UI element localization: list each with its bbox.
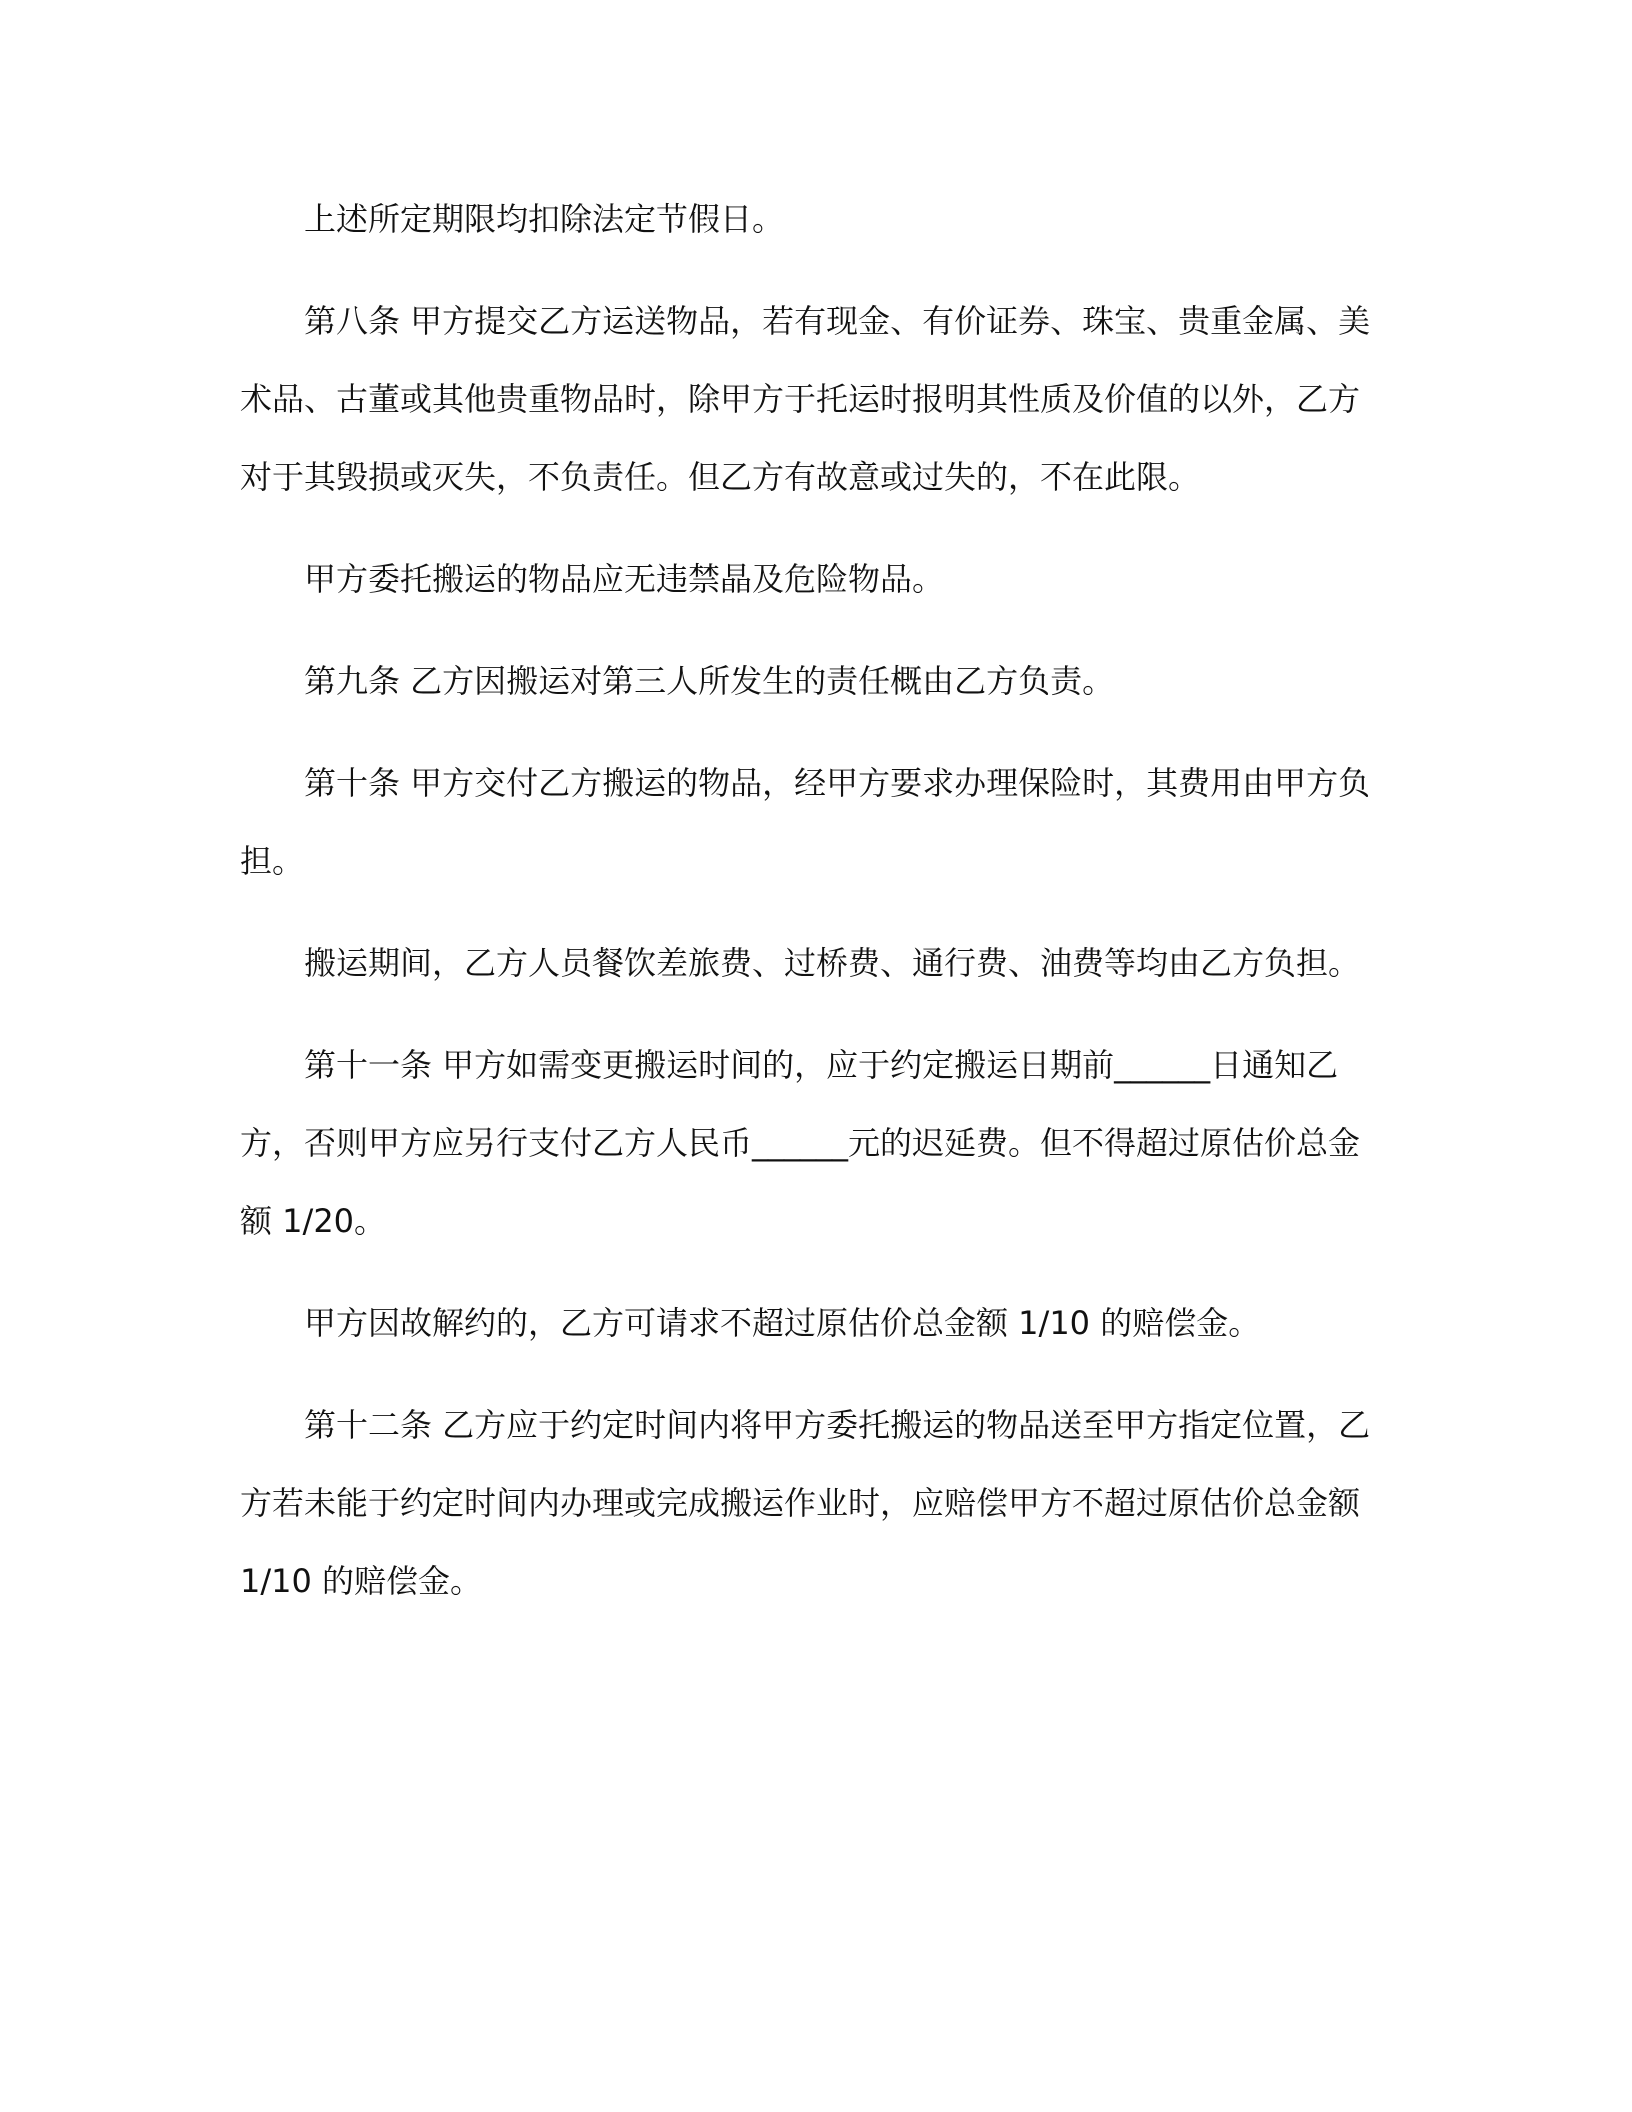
paragraph-article-12: 第十二条 乙方应于约定时间内将甲方委托搬运的物品送至甲方指定位置，乙方若未能于约定时间内办理或完成搬运作业时，应赔偿甲方不超过原估价总金额 1/10 的赔偿金。 [240,1406,1371,1600]
paragraph-prohibited-items: 甲方委托搬运的物品应无违禁晶及危险物品。 [304,560,945,598]
paragraph-travel-expenses: 搬运期间，乙方人员餐饮差旅费、过桥费、通行费、油费等均由乙方负担。 [304,944,1361,982]
paragraph-holiday-exclusion: 上述所定期限均扣除法定节假日。 [304,200,785,238]
paragraph-termination-compensation: 甲方因故解约的，乙方可请求不超过原估价总金额 1/10 的赔偿金。 [304,1304,1261,1342]
paragraph-article-10: 第十条 甲方交付乙方搬运的物品，经甲方要求办理保险时，其费用由甲方负担。 [240,764,1371,880]
paragraph-article-11: 第十一条 甲方如需变更搬运时间的，应于约定搬运日期前______日通知乙方，否则甲方应另行支付乙方人民币______元的迟延费。但不得超过原估价总金额 1/20。 [240,1046,1361,1240]
paragraph-article-9: 第九条 乙方因搬运对第三人所发生的责任概由乙方负责。 [304,662,1115,700]
document-body [240,180,1380,1620]
paragraph-article-8: 第八条 甲方提交乙方运送物品，若有现金、有价证券、珠宝、贵重金属、美术品、古董或其他贵重物品时，除甲方于托运时报明其性质及价值的以外，乙方对于其毁损或灭失，不负责任。但乙方有故意或过失的，不在此限。 [240,302,1371,496]
